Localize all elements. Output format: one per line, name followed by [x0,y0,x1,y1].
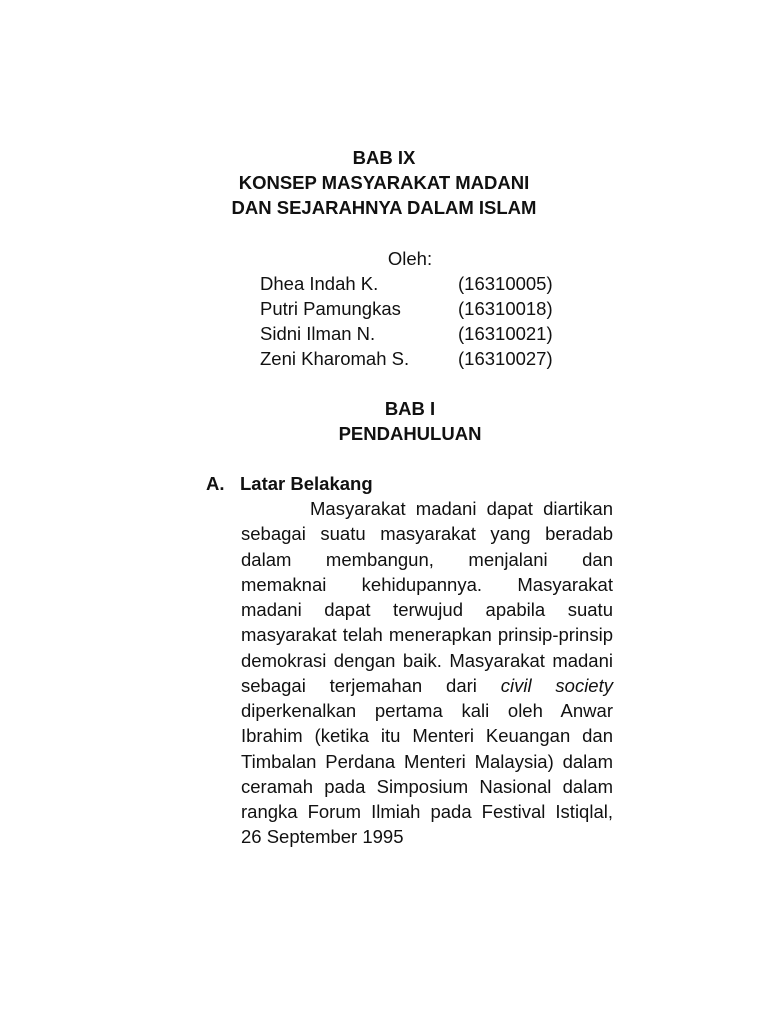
subsection-title: Latar Belakang [240,473,373,494]
subsection-heading [206,471,373,496]
author-name: Sidni Ilman N. [260,323,376,344]
section-chapter-number: BAB I [384,398,436,419]
authors-label: Oleh: [387,248,433,269]
paragraph-italic-term: civil society [500,674,613,696]
document-title-line2: DAN SEJARAHNYA DALAM ISLAM [231,197,537,218]
document-title-line1: KONSEP MASYARAKAT MADANI [238,172,530,193]
author-id: (16310005) [458,273,553,294]
paragraph-text: Masyarakat madani dapat diartikan sebagai suatu masyarakat yang beradab dalam membangun, menjalani dan memaknai kehidupannya. Masyarakat madani dapat terwujud apabila suatu masyarakat telah menerapkan prinsip-prinsip demokrasi dengan baik. Masyarakat madani sebagai terjemahan dari [241,498,613,696]
section-chapter-title: PENDAHULUAN [338,423,482,444]
author-name: Putri Pamungkas [260,298,401,319]
author-id: (16310027) [458,348,553,369]
author-name: Zeni Kharomah S. [260,348,410,369]
paragraph-text-continued: diperkenalkan pertama kali oleh Anwar Ibrahim (ketika itu Menteri Keuangan dan Timbalan Perdana Menteri Malaysia) dalam ceramah pada Simposium Nasional dalam rangka Forum Ilmiah pada Festival Istiqlal, 26 September 1995 [241,700,613,848]
body-paragraph [241,496,613,850]
author-id: (16310021) [458,323,553,344]
author-id: (16310018) [458,298,553,319]
author-name: Dhea Indah K. [260,273,379,294]
subsection-letter: A. [206,473,225,494]
chapter-number: BAB IX [352,147,416,168]
